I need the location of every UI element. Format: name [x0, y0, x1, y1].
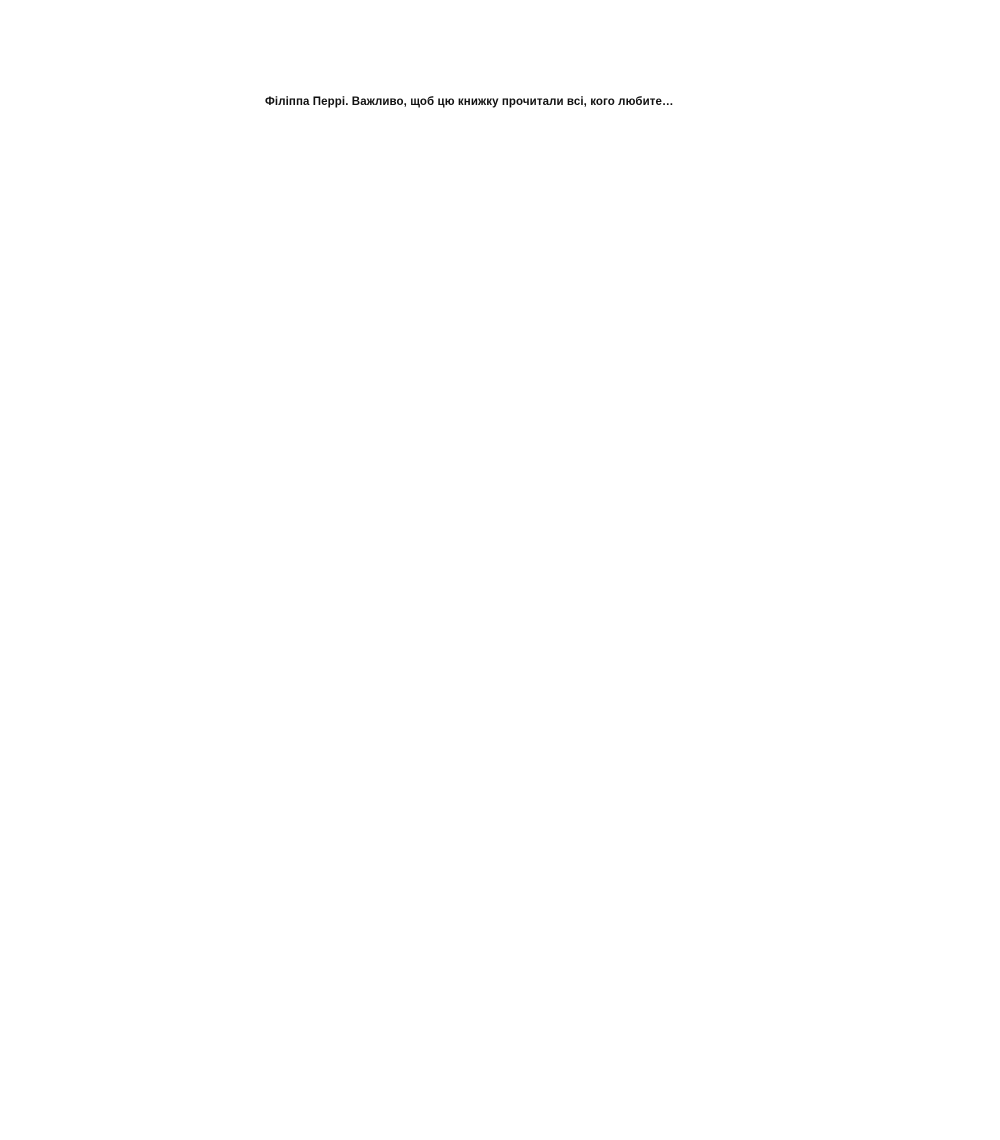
- toc-entry-page: [265, 140, 1000, 1140]
- table-of-contents: [265, 140, 765, 820]
- running-head: Філіппа Перрі. Важливо, щоб цю книжку прочитали всі, кого любите…: [265, 96, 674, 108]
- toc-row[interactable]: [265, 790, 765, 820]
- toc-back-matter: [265, 730, 765, 820]
